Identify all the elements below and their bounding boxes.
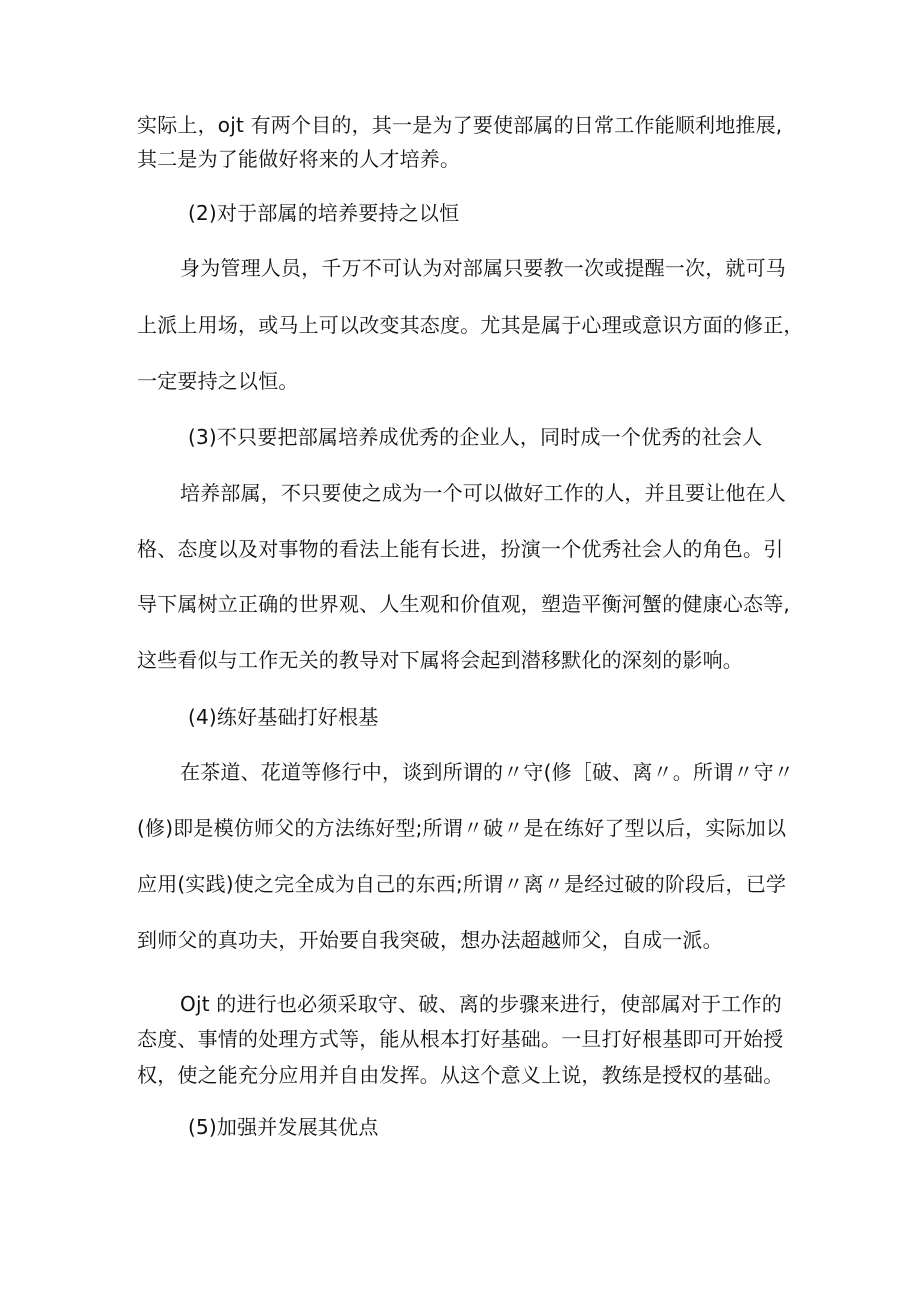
paragraph-2-line-3: 一定要持之以恒。 bbox=[137, 369, 299, 393]
heading-5: (5)加强并发展其优点 bbox=[188, 1115, 379, 1139]
paragraph-3-line-1: 培养部属，不只要使之成为一个可以做好工作的人，并且要让他在人 bbox=[180, 481, 786, 505]
paragraph-3-line-2: 格、态度以及对事物的看法上能有长进，扮演一个优秀社会人的角色。引 bbox=[137, 537, 784, 561]
paragraph-3-line-4: 这些看似与工作无关的教导对下属将会起到潜移默化的深刻的影响。 bbox=[137, 648, 743, 672]
paragraph-4-line-3: 应用(实践)使之完全成为自己的东西;所谓〃离〃是经过破的阶段后，已学 bbox=[137, 872, 787, 896]
heading-3: (3)不只要把部属培养成优秀的企业人，同时成一个优秀的社会人 bbox=[188, 425, 763, 449]
paragraph-5-line-2: 态度、事情的处理方式等，能从根本打好基础。一旦打好根基即可开始授 bbox=[137, 1027, 784, 1051]
paragraph-4-line-1: 在茶道、花道等修行中，谈到所谓的〃守(修［破、离〃。所谓〃守〃 bbox=[180, 760, 795, 784]
paragraph-5-line-3: 权，使之能充分应用并自由发挥。从这个意义上说，教练是授权的基础。 bbox=[137, 1063, 784, 1087]
paragraph-3-line-3: 导下属树立正确的世界观、人生观和价值观，塑造平衡河蟹的健康心态等, bbox=[137, 592, 790, 616]
paragraph-4-line-2: (修)即是模仿师父的方法练好型;所谓〃破〃是在练好了型以后，实际加以 bbox=[137, 816, 787, 840]
paragraph-1-line-1: 实际上，ojt 有两个目的，其一是为了要使部属的日常工作能顺利地推展, bbox=[137, 113, 783, 137]
paragraph-2-line-1: 身为管理人员，千万不可认为对部属只要教一次或提醒一次，就可马 bbox=[180, 256, 786, 280]
paragraph-5-line-1: Ojt 的进行也必须采取守、破、离的步骤来进行，使部属对于工作的 bbox=[180, 992, 782, 1016]
paragraph-1-line-2: 其二是为了能做好将来的人才培养。 bbox=[137, 147, 461, 171]
paragraph-4-line-4: 到师父的真功夫，开始要自我突破，想办法超越师父，自成一派。 bbox=[137, 928, 723, 952]
heading-2: (2)对于部属的培养要持之以恒 bbox=[188, 201, 460, 225]
paragraph-2-line-2: 上派上用场，或马上可以改变其态度。尤其是属于心理或意识方面的修正， bbox=[137, 313, 804, 337]
heading-4: (4)练好基础打好根基 bbox=[188, 705, 379, 729]
